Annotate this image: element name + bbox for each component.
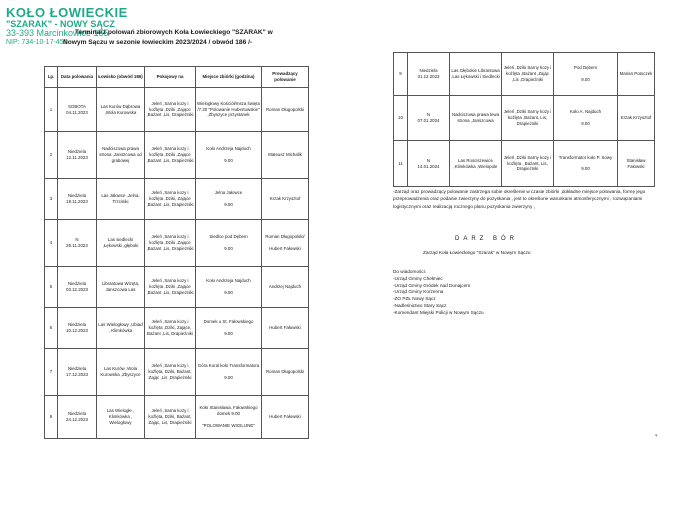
- row-leader: Roman Długopolski: [262, 88, 309, 132]
- row-area: Nadciszowa prawa strona ,Janszcowa od grabowej: [97, 132, 145, 179]
- table-row: [45, 88, 309, 132]
- row-leader: Hubert Fałowski: [262, 308, 309, 349]
- stamp-line-2: "SZARAK" - NOWY SĄCZ: [6, 18, 115, 29]
- row-number: 7: [45, 349, 58, 396]
- row-meeting-place: Domek u St. Fałowskiego 9.00: [196, 308, 262, 349]
- row-leader: Roman Długopolski/ Hubert Fałowski: [262, 220, 309, 267]
- row-game: Jeleń ,Sarna kozy i koźlęta, Dziki, Bażant, Zając, Lis, Drapieżniki: [145, 396, 196, 439]
- row-area: Las Kurów ,Wola Kurowska ,Zbyszyce: [97, 349, 145, 396]
- row-leader: Andrzej Najduch: [262, 267, 309, 308]
- table-row: [45, 308, 309, 349]
- scan-mark: ▾: [655, 433, 658, 439]
- row-date: Niedziela 12.11.2023: [58, 132, 97, 179]
- table-row: [394, 96, 655, 141]
- row-game: Jeleń ,Sarna kozy i koźlęta ,Dziki ,Zające ,Bażant ,Lis, Drapieżniki: [145, 132, 196, 179]
- row-game: Jeleń ,Sarna kozy i koźlęta, Dziki, Bażant, Zając ,Lis ,Drapieżniki: [145, 349, 196, 396]
- row-game: Jeleń ,Sarna kozy i koźlęta ,Dziki ,Zające ,Bażant ,Lis, Drapieżniki: [145, 88, 196, 132]
- hunt-schedule-table-right: [393, 52, 655, 187]
- row-number: 2: [45, 132, 58, 179]
- row-meeting-place: Koło Andrzeja Najduch 9.00: [196, 132, 262, 179]
- header-date: Data polowania: [58, 67, 97, 88]
- board-note: -Zarząd oraz prowadzący polowanie zastrzega sobie określenie w czasie zbiórki ,dokładne miejsce polowania, formę jego przeprowadzenia oraz podanie zwierzyny do pozyskania , jest to określone warunkami atmosferycznymi , rozwiązaniami logistycznymi oraz realizacją rocznego planu pozyskania zwierzyny ,: [393, 189, 646, 209]
- row-area: Las Jałowce ,Jelna, Trzciniki: [97, 179, 145, 220]
- row-meeting-place: Góra Koral koło Transformatora 9.00: [196, 349, 262, 396]
- row-date: N 07.01.2024: [408, 96, 450, 141]
- stamp-line-1: KOŁO ŁOWIECKIE: [6, 5, 128, 20]
- row-leader: Roman Długopolski: [262, 349, 309, 396]
- row-leader: Stanisław Fałowski: [618, 141, 655, 187]
- table-row: [45, 349, 309, 396]
- row-game: Jeleń ,Sarna kozy i koźlęta ,Dziki ,Zające ,Bażant ,Lis, Drapieżniki: [145, 220, 196, 267]
- row-game: Jeleń ,Dziki Sarny kozy i koźlęta , Bażant, Lis, Drapieżniki: [502, 141, 554, 187]
- row-meeting-place: Jelna Jałowce 9.00: [196, 179, 262, 220]
- row-game: Jeleń ,Sarna kozy i koźlęta ,Dziki, Zające ,Bażant ,Lis, Drapieżniki: [145, 179, 196, 220]
- document-title-line-2: Nowym Sączu w sezonie łowieckim 2023/2024 / obwód 186 /-: [63, 39, 253, 46]
- row-meeting-place: Koło Andrzeja Najduch 9.00: [196, 267, 262, 308]
- row-date: Niedziela 17.12.2023: [58, 349, 97, 396]
- row-date: Niedziela 31.12.2023: [408, 53, 450, 96]
- row-number: 4: [45, 220, 58, 267]
- table-row: [45, 267, 309, 308]
- row-meeting-place: Koło A. Najduch 9.00: [554, 96, 618, 141]
- table-row: [45, 179, 309, 220]
- row-meeting-place: Koło Stanisława. Fałowskiego domek 9.00 "POLOWANIE WIGILIJNE": [196, 396, 262, 439]
- header-meeting: Miejsce zbiórki (godzina): [196, 67, 262, 88]
- row-date: Niedziela 10.12.2023: [58, 308, 97, 349]
- row-date: N 14.01.2024: [408, 141, 450, 187]
- row-number: 3: [45, 179, 58, 220]
- recipient-item: -ZO PZŁ Nowy Sącz: [393, 296, 436, 302]
- table-header-row: [45, 67, 309, 88]
- row-area: Las Wielogłe , Klimkówka , Wielogłowy: [97, 396, 145, 439]
- row-game: Jeleń ,Sarna kozy i koźlęta ,Dziki, Zające, Bażant ,Lis, Drapieżniki: [145, 308, 196, 349]
- header-game: Pokojowy na: [145, 67, 196, 88]
- row-date: Niedziela 03.12.2023: [58, 267, 97, 308]
- row-area: Las Rosciszewice ,Klimkówka ,Wielopole: [450, 141, 502, 187]
- header-leader: Prowadzący polowanie: [262, 67, 309, 88]
- row-number: 8: [45, 396, 58, 439]
- recipient-item: -Urząd Gminy Gródek nad Dunajcem: [393, 282, 471, 288]
- header-area: Łowisko (obwód 186): [97, 67, 145, 88]
- row-area: Nadciszowa prawa lewa strona ,Janszcowa: [450, 96, 502, 141]
- row-game: Jeleń ,Sarna kozy i koźlęta ,Dziki ,Zające ,Bażant ,Lis, Drapieżniki: [145, 267, 196, 308]
- table-row: [45, 132, 309, 179]
- recipients-heading: Do wiadomości:: [393, 269, 427, 274]
- row-date: Niedziela 19.11.2023: [58, 179, 97, 220]
- row-number: 9: [394, 53, 408, 96]
- row-leader: Krzak Krzysztof: [262, 179, 309, 220]
- recipients-block: [393, 269, 593, 317]
- row-leader: Marian Potoczek: [618, 53, 655, 96]
- document-title-line-1: Terminarz polowań zbiorowych Koła Łowieckiego "SZARAK" w: [75, 29, 273, 36]
- header-lp: Lp.: [45, 67, 58, 88]
- row-number: 10: [394, 96, 408, 141]
- row-leader: Krzak Krzysztof: [618, 96, 655, 141]
- row-area: Las Głębokie Librantowa ,Las Łękowski i Siedlecki: [450, 53, 502, 96]
- recipient-item: -Komendant Miejski Policji w Nowym Sączu: [393, 309, 484, 315]
- row-date: SOBOTA 04.11.2023: [58, 88, 97, 132]
- row-meeting-place: Pod Dębem 9.00: [554, 53, 618, 96]
- recipient-item: -Urząd Gminy Chełmiec: [393, 275, 443, 281]
- greeting-board: Zarząd Koła Łowieckiego "Szarak" w Nowym Sączu: [423, 250, 531, 255]
- row-number: 1: [45, 88, 58, 132]
- row-area: Librantowa Wizęta, Janszcowa Las: [97, 267, 145, 308]
- row-area: Las Wielogłowy ,Ubiad , Klimkówka: [97, 308, 145, 349]
- table-row: [45, 220, 309, 267]
- row-number: 6: [45, 308, 58, 349]
- stamp-line-4: NIP: 734-10-17-455: [6, 38, 68, 46]
- greeting-darz-bor: DARZ BÓR: [455, 236, 519, 242]
- row-meeting-place: Siedlce pod Dębem 9.00: [196, 220, 262, 267]
- table-row: [394, 53, 655, 96]
- row-number: 11: [394, 141, 408, 187]
- row-number: 5: [45, 267, 58, 308]
- recipient-item: -Urząd Gminy Korzenna: [393, 289, 444, 295]
- row-date: Niedziela 24.12.2023: [58, 396, 97, 439]
- table-row: [394, 141, 655, 187]
- row-meeting-place: Transformator koło P. Sowy 9.00: [554, 141, 618, 187]
- row-area: Las Kurów Dąbrowa ,Wola Kurowska: [97, 88, 145, 132]
- recipient-item: -Nadleśnictwo Stary Sącz: [393, 303, 447, 309]
- hunt-schedule-table-left: [44, 66, 309, 439]
- row-leader: Mateusz Michalik: [262, 132, 309, 179]
- stamp-line-3: 33-393 Marcinkowice 155: [6, 28, 109, 39]
- row-game: Jeleń ,Dziki Sarny kozy i koźlęta ,Bażant, Lis, Drapieżniki: [502, 96, 554, 141]
- table-row: [45, 396, 309, 439]
- row-meeting-place: Wielogłowy Kościół/msza święta /7.30 "Polowanie Hubertowskie" ,Zbyszyce przystanek: [196, 88, 262, 132]
- row-leader: Hubert Fałowski: [262, 396, 309, 439]
- row-area: Las siedlecki ,Łękowski ,głęboki: [97, 220, 145, 267]
- row-game: Jeleń ,Dziki Sarny kozy i koźlęta ,Bażant ,Zając ,Lis ,Drapieżniki: [502, 53, 554, 96]
- row-date: N 26.11.2023: [58, 220, 97, 267]
